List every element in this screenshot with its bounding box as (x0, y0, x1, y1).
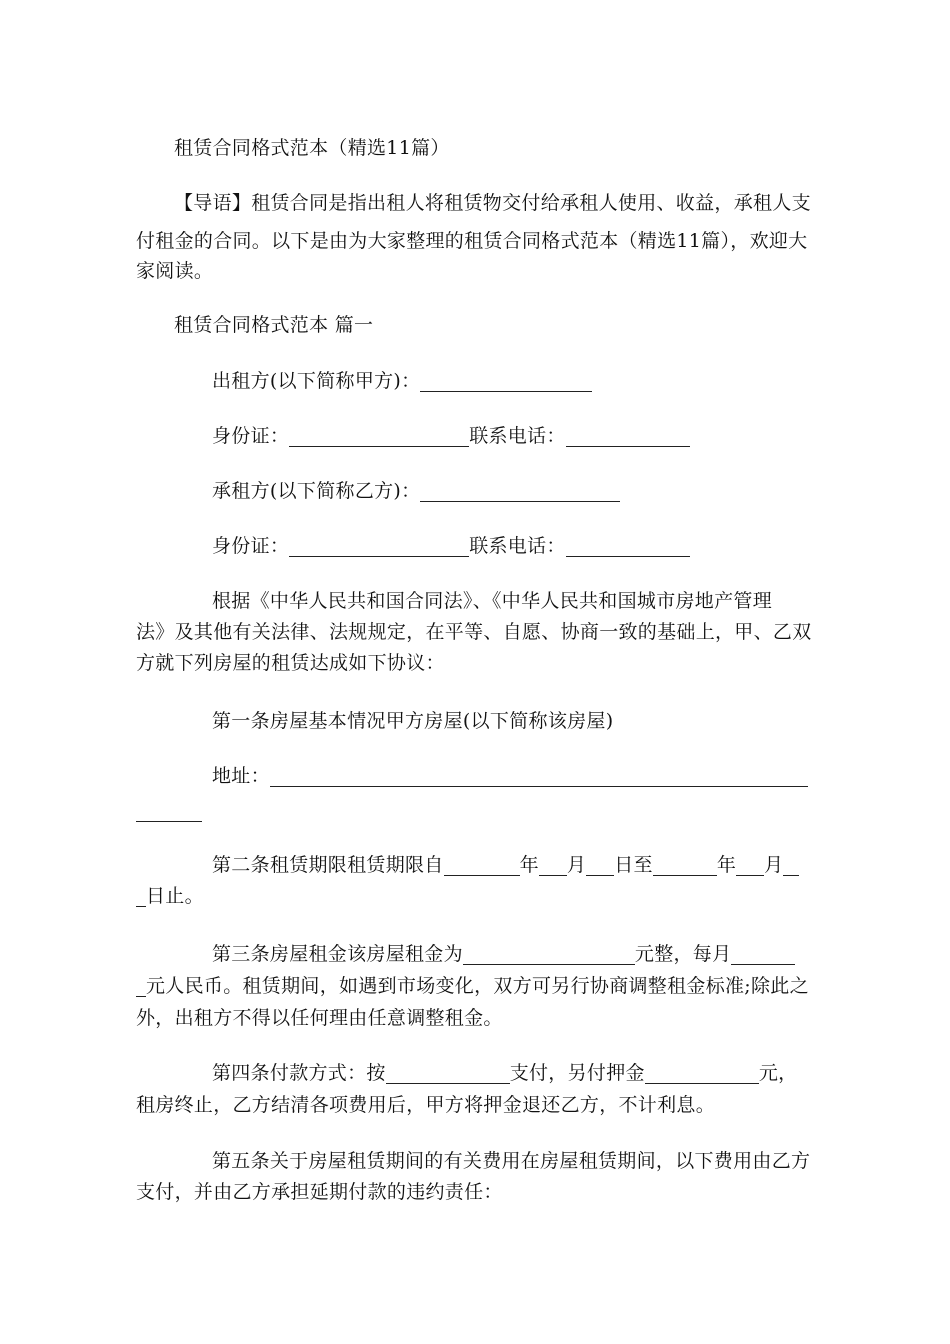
article-4-text: 第四条付款方式：按 (212, 1062, 386, 1084)
rent-monthly-blank (136, 974, 146, 997)
day-to-label: 日至 (614, 854, 653, 876)
id-blank (289, 424, 469, 447)
rent-monthly-blank (731, 942, 795, 965)
section-title: 租赁合同格式范本 篇一 (174, 314, 374, 336)
month-label: 月 (764, 854, 784, 876)
intro-line: 付租金的合同。以下是由为大家整理的租赁合同格式范本（精选11篇），欢迎大 (136, 230, 808, 252)
document-title: 租赁合同格式范本（精选11篇） (174, 137, 450, 159)
address-blank (136, 799, 202, 822)
intro-line: 【导语】租赁合同是指出租人将租赁物交付给承租人使用、收益，承租人支 (174, 192, 811, 214)
article-3-cont: 外，出租方不得以任何理由任意调整租金。 (136, 1007, 503, 1029)
end-label: 日止。 (146, 885, 204, 907)
article-4 (212, 1058, 950, 1088)
article-3-cont (136, 971, 950, 1001)
article-1: 第一条房屋基本情况甲方房屋(以下简称该房屋) (212, 710, 614, 732)
day-blank (783, 853, 799, 876)
phone-label: 联系电话： (469, 535, 566, 557)
article-3-text: 第三条房屋租金该房屋租金为 (212, 943, 463, 965)
article-2-cont (136, 881, 950, 911)
phone-blank (566, 424, 690, 447)
lessee-label: 承租方(以下简称乙方)： (212, 480, 421, 502)
lessee-blank (420, 479, 620, 502)
basis-line: 法》及其他有关法律、法规规定，在平等、自愿、协商一致的基础上，甲、乙双 (136, 621, 812, 643)
deposit-blank (645, 1061, 759, 1084)
month-label: 月 (566, 854, 587, 876)
year-label: 年 (716, 854, 737, 876)
address-label: 地址： (212, 765, 270, 787)
address-field (212, 761, 950, 791)
month-blank (736, 853, 764, 876)
day-blank (586, 853, 614, 876)
article-4-text: 元， (758, 1062, 798, 1084)
lessor-blank (420, 369, 592, 392)
id-label: 身份证： (212, 535, 290, 557)
article-5: 第五条关于房屋租赁期间的有关费用在房屋租赁期间，以下费用由乙方 (212, 1150, 811, 1172)
day-blank (136, 884, 146, 907)
basis-line: 根据《中华人民共和国合同法》、《中华人民共和国城市房地产管理 (212, 590, 773, 612)
article-2 (212, 850, 950, 880)
basis-line: 方就下列房屋的租赁达成如下协议： (136, 652, 445, 674)
lessor-field (212, 366, 950, 396)
address-blank (270, 764, 808, 787)
month-blank (539, 853, 567, 876)
lessee-field (212, 476, 950, 506)
article-3 (212, 939, 950, 969)
year-label: 年 (519, 854, 539, 876)
lessee-id-field (212, 531, 950, 561)
article-5-cont: 支付，并由乙方承担延期付款的违约责任： (136, 1181, 503, 1203)
phone-label: 联系电话： (469, 425, 566, 447)
address-blank-continued (136, 796, 950, 826)
id-label: 身份证： (212, 425, 290, 447)
payment-method-blank (386, 1061, 510, 1084)
lessor-id-field (212, 421, 950, 451)
article-4-cont: 租房终止，乙方结清各项费用后，甲方将押金退还乙方，不计利息。 (136, 1094, 716, 1116)
article-3-text: 元人民币。租赁期间，如遇到市场变化，双方可另行协商调整租金标准;除此之 (146, 975, 809, 997)
lessor-label: 出租方(以下简称甲方)： (212, 370, 421, 392)
intro-line: 家阅读。 (136, 260, 214, 282)
rent-total-blank (463, 942, 635, 965)
year-blank (444, 853, 520, 876)
id-blank (289, 534, 469, 557)
phone-blank (566, 534, 690, 557)
article-4-text: 支付，另付押金 (509, 1062, 645, 1084)
article-3-text: 元整，每月 (634, 943, 732, 965)
year-blank (653, 853, 717, 876)
article-2-text: 第二条租赁期限租赁期限自 (212, 854, 444, 876)
